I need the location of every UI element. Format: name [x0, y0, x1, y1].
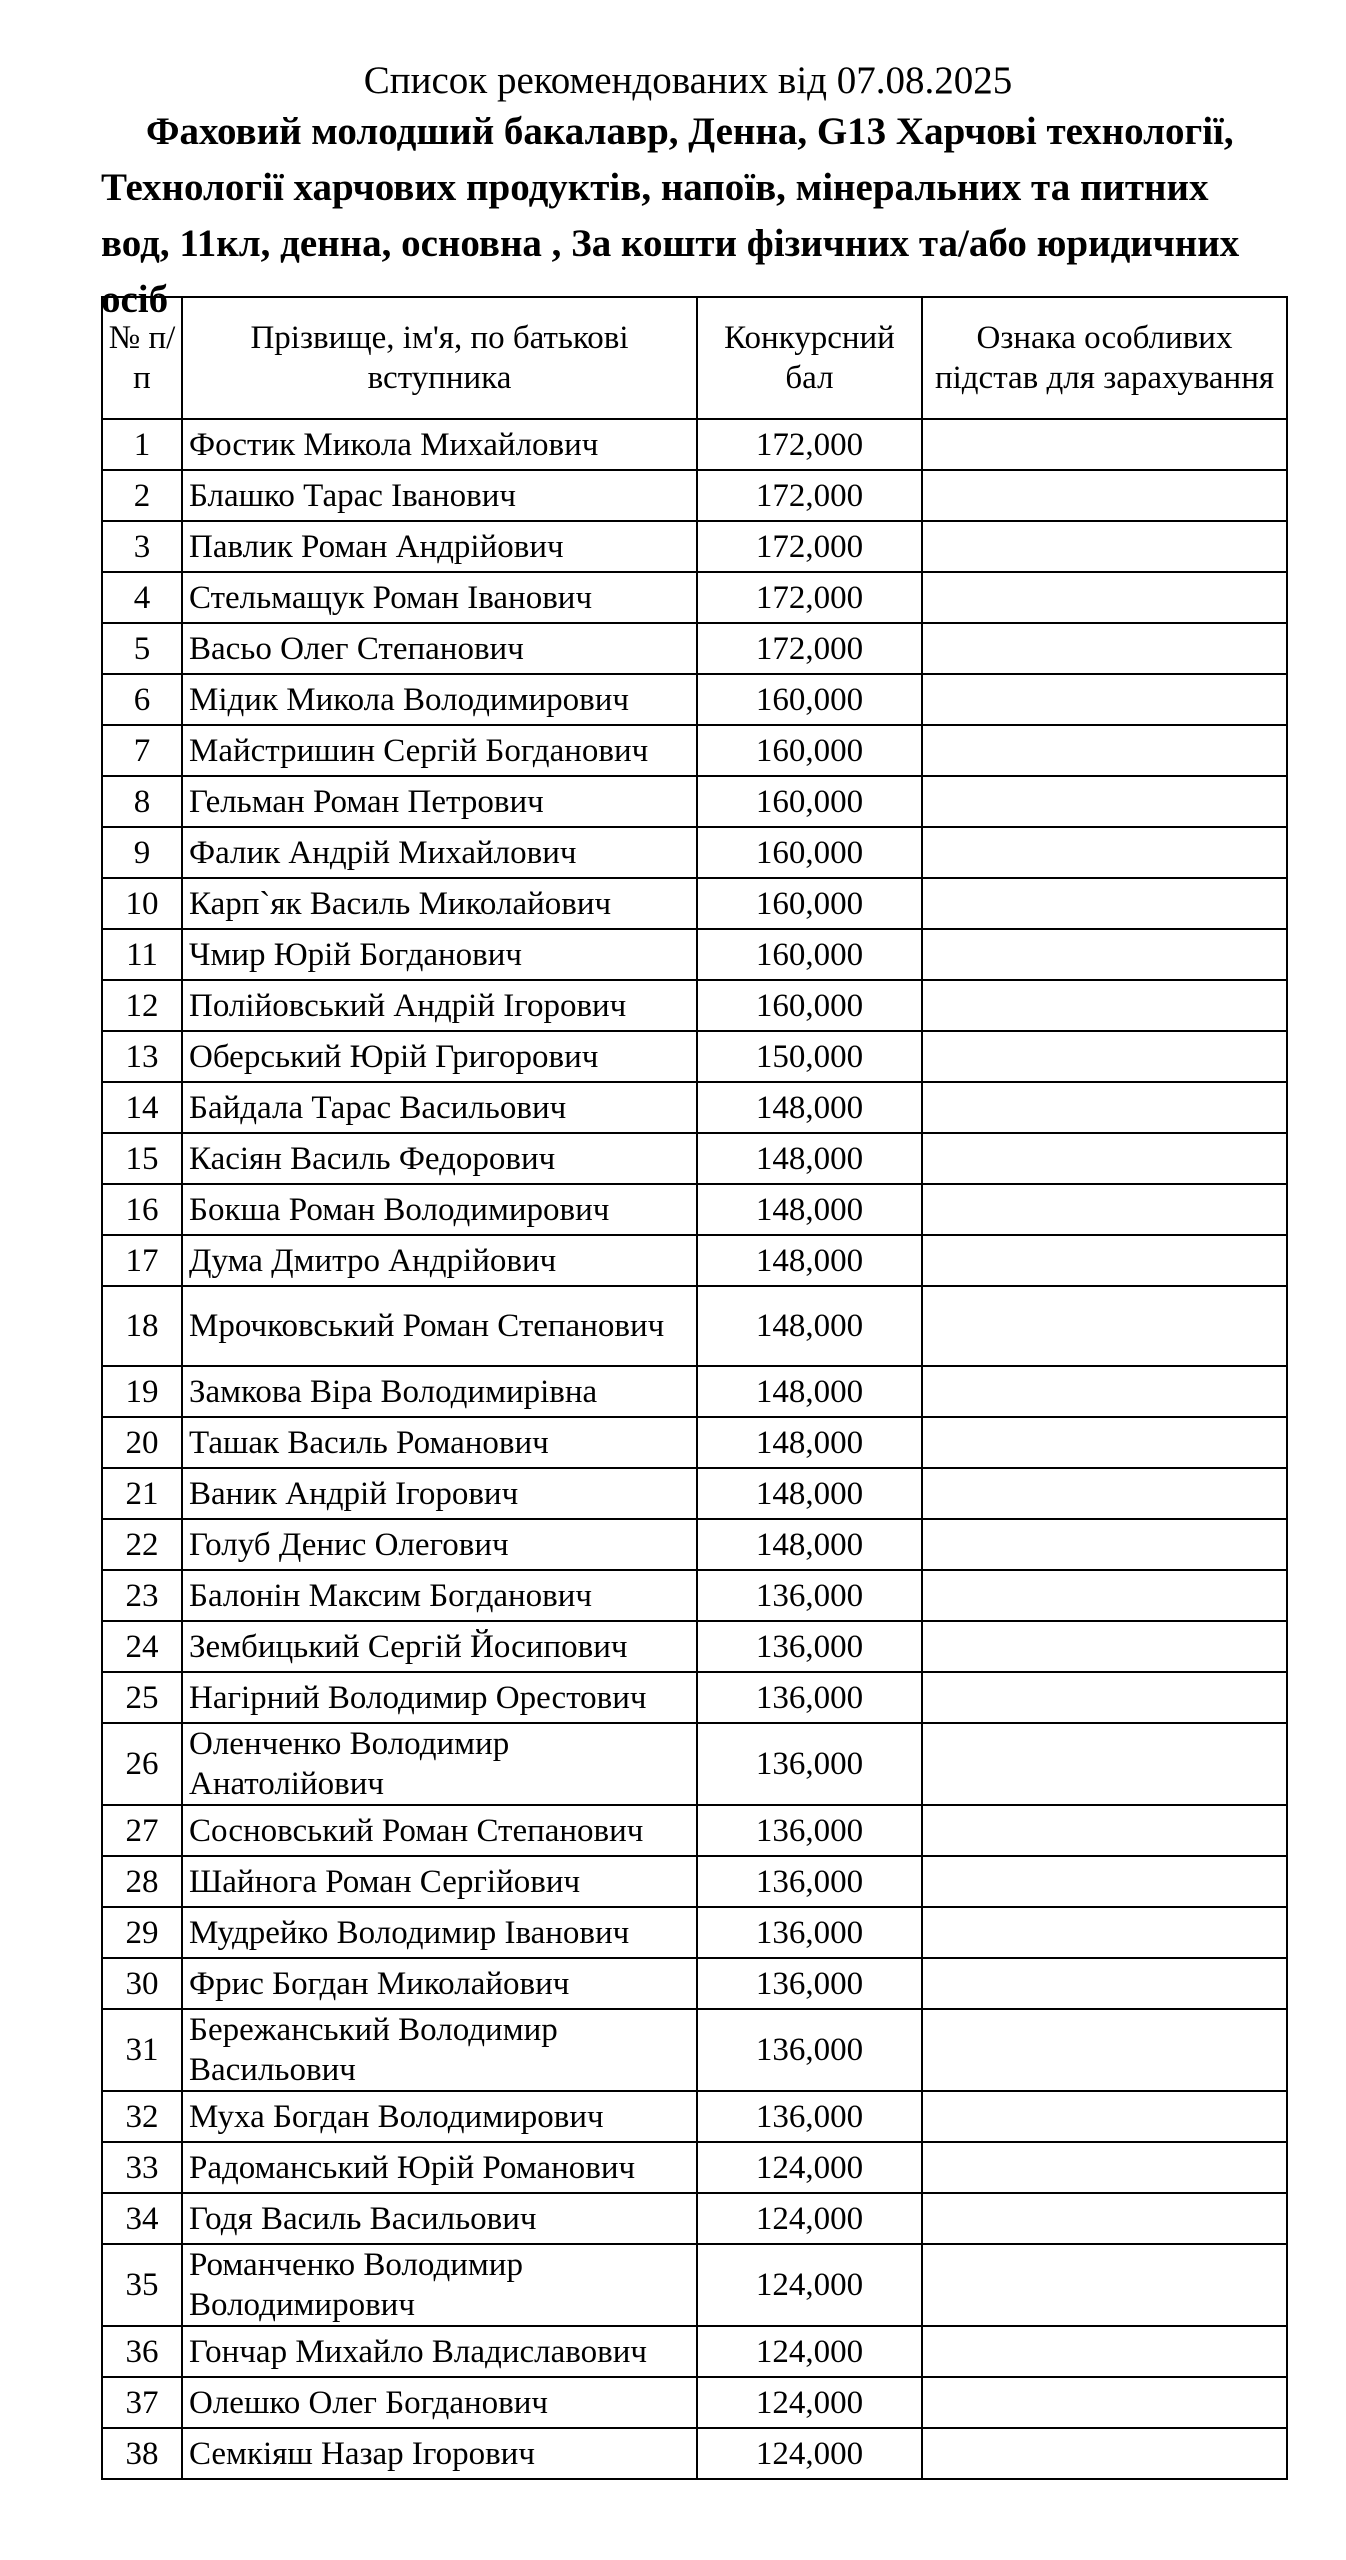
row-name: Дума Дмитро Андрійович — [182, 1235, 697, 1286]
row-number: 11 — [102, 929, 182, 980]
row-score: 148,000 — [697, 1468, 922, 1519]
row-name: Фостик Микола Михайлович — [182, 419, 697, 470]
row-number: 7 — [102, 725, 182, 776]
row-name: Замкова Віра Володимирівна — [182, 1366, 697, 1417]
table-row — [102, 1133, 1287, 1184]
row-name: Ташак Василь Романович — [182, 1417, 697, 1468]
row-name: Годя Василь Васильович — [182, 2193, 697, 2244]
row-score: 136,000 — [697, 1856, 922, 1907]
table-row — [102, 1235, 1287, 1286]
table-row — [102, 1570, 1287, 1621]
row-special — [922, 521, 1287, 572]
row-special — [922, 725, 1287, 776]
row-score: 160,000 — [697, 929, 922, 980]
row-score: 172,000 — [697, 572, 922, 623]
table-row — [102, 878, 1287, 929]
row-score: 160,000 — [697, 776, 922, 827]
row-score: 124,000 — [697, 2428, 922, 2479]
row-special — [922, 2009, 1287, 2091]
row-special — [922, 1621, 1287, 1672]
table-row — [102, 1366, 1287, 1417]
header-score: Конкурсний бал — [697, 297, 922, 419]
table-row — [102, 1723, 1287, 1805]
document-title: Список рекомендованих від 07.08.2025 — [363, 59, 1013, 102]
row-number: 37 — [102, 2377, 182, 2428]
row-name: Мудрейко Володимир Іванович — [182, 1907, 697, 1958]
row-special — [922, 419, 1287, 470]
table-header-row — [102, 297, 1287, 419]
row-number: 31 — [102, 2009, 182, 2091]
row-name: Майстришин Сергій Богданович — [182, 725, 697, 776]
table-row — [102, 674, 1287, 725]
row-special — [922, 2142, 1287, 2193]
table-row — [102, 2091, 1287, 2142]
row-name: Карп`як Василь Миколайович — [182, 878, 697, 929]
table-row — [102, 2428, 1287, 2479]
table-row — [102, 1958, 1287, 2009]
table-row — [102, 776, 1287, 827]
row-number: 34 — [102, 2193, 182, 2244]
row-name: Сосновський Роман Степанович — [182, 1805, 697, 1856]
row-special — [922, 1856, 1287, 1907]
row-number: 2 — [102, 470, 182, 521]
row-number: 10 — [102, 878, 182, 929]
row-number: 14 — [102, 1082, 182, 1133]
row-name: Мідик Микола Володимирович — [182, 674, 697, 725]
row-special — [922, 1417, 1287, 1468]
row-special — [922, 878, 1287, 929]
row-number: 6 — [102, 674, 182, 725]
row-special — [922, 1672, 1287, 1723]
row-score: 136,000 — [697, 2091, 922, 2142]
row-name: Байдала Тарас Васильович — [182, 1082, 697, 1133]
row-number: 22 — [102, 1519, 182, 1570]
row-score: 124,000 — [697, 2377, 922, 2428]
row-score: 160,000 — [697, 980, 922, 1031]
row-number: 3 — [102, 521, 182, 572]
row-score: 172,000 — [697, 521, 922, 572]
table-body — [102, 419, 1287, 2479]
row-special — [922, 674, 1287, 725]
row-score: 136,000 — [697, 2009, 922, 2091]
row-number: 4 — [102, 572, 182, 623]
table-row — [102, 929, 1287, 980]
row-score: 148,000 — [697, 1184, 922, 1235]
row-score: 160,000 — [697, 725, 922, 776]
row-name: Гончар Михайло Владиславович — [182, 2326, 697, 2377]
row-name: Оленченко Володимир Анатолійович — [182, 1723, 697, 1805]
table-row — [102, 1672, 1287, 1723]
row-number: 13 — [102, 1031, 182, 1082]
table-row — [102, 2142, 1287, 2193]
row-number: 18 — [102, 1286, 182, 1366]
row-score: 124,000 — [697, 2326, 922, 2377]
document-subtitle: Фаховий молодший бакалавр, Денна, G13 Харчові технології, Технології харчових продуктів, напоїв, мінеральних та питних вод, 11кл, денна, основна , За кошти фізичних та/або юридичних осіб — [101, 110, 1240, 321]
row-special — [922, 1958, 1287, 2009]
row-score: 172,000 — [697, 623, 922, 674]
row-name: Бокша Роман Володимирович — [182, 1184, 697, 1235]
row-name: Муха Богдан Володимирович — [182, 2091, 697, 2142]
table-row — [102, 572, 1287, 623]
table-row — [102, 1907, 1287, 1958]
row-name: Романченко Володимир Володимирович — [182, 2244, 697, 2326]
row-name: Олешко Олег Богданович — [182, 2377, 697, 2428]
row-special — [922, 1082, 1287, 1133]
row-number: 26 — [102, 1723, 182, 1805]
row-score: 136,000 — [697, 1621, 922, 1672]
row-score: 124,000 — [697, 2244, 922, 2326]
row-score: 136,000 — [697, 1907, 922, 1958]
row-number: 17 — [102, 1235, 182, 1286]
row-number: 15 — [102, 1133, 182, 1184]
row-number: 16 — [102, 1184, 182, 1235]
row-special — [922, 1468, 1287, 1519]
row-number: 38 — [102, 2428, 182, 2479]
row-name: Радоманський Юрій Романович — [182, 2142, 697, 2193]
row-number: 32 — [102, 2091, 182, 2142]
table-row — [102, 1286, 1287, 1366]
table-row — [102, 1184, 1287, 1235]
row-name: Фалик Андрій Михайлович — [182, 827, 697, 878]
row-special — [922, 2377, 1287, 2428]
row-number: 21 — [102, 1468, 182, 1519]
row-special — [922, 2326, 1287, 2377]
table-row — [102, 1519, 1287, 1570]
row-special — [922, 2193, 1287, 2244]
row-score: 136,000 — [697, 1570, 922, 1621]
row-name: Касіян Василь Федорович — [182, 1133, 697, 1184]
applicants-table — [101, 296, 1288, 2480]
table-row — [102, 470, 1287, 521]
table-row — [102, 1621, 1287, 1672]
row-special — [922, 2091, 1287, 2142]
row-name: Полійовський Андрій Ігорович — [182, 980, 697, 1031]
row-score: 148,000 — [697, 1519, 922, 1570]
row-special — [922, 1286, 1287, 1366]
row-number: 23 — [102, 1570, 182, 1621]
table-row — [102, 2377, 1287, 2428]
row-special — [922, 776, 1287, 827]
row-score: 150,000 — [697, 1031, 922, 1082]
row-number: 29 — [102, 1907, 182, 1958]
row-special — [922, 2244, 1287, 2326]
row-score: 172,000 — [697, 419, 922, 470]
row-special — [922, 623, 1287, 674]
row-score: 136,000 — [697, 1723, 922, 1805]
row-number: 12 — [102, 980, 182, 1031]
table-row — [102, 827, 1287, 878]
table-row — [102, 1082, 1287, 1133]
row-special — [922, 1805, 1287, 1856]
row-name: Шайнога Роман Сергійович — [182, 1856, 697, 1907]
row-name: Фрис Богдан Миколайович — [182, 1958, 697, 2009]
row-number: 1 — [102, 419, 182, 470]
row-name: Мрочковський Роман Степанович — [182, 1286, 697, 1366]
row-score: 124,000 — [697, 2142, 922, 2193]
row-name: Оберський Юрій Григорович — [182, 1031, 697, 1082]
row-name: Блашко Тарас Іванович — [182, 470, 697, 521]
row-number: 19 — [102, 1366, 182, 1417]
table-row — [102, 419, 1287, 470]
row-special — [922, 827, 1287, 878]
row-special — [922, 1184, 1287, 1235]
table-row — [102, 980, 1287, 1031]
row-score: 136,000 — [697, 1672, 922, 1723]
row-score: 172,000 — [697, 470, 922, 521]
row-name: Гельман Роман Петрович — [182, 776, 697, 827]
row-special — [922, 470, 1287, 521]
row-number: 28 — [102, 1856, 182, 1907]
row-number: 5 — [102, 623, 182, 674]
row-name: Балонін Максим Богданович — [182, 1570, 697, 1621]
header-special: Ознака особливих підстав для зарахування — [922, 297, 1287, 419]
row-name: Зембицький Сергій Йосипович — [182, 1621, 697, 1672]
row-score: 148,000 — [697, 1133, 922, 1184]
table-row — [102, 521, 1287, 572]
row-special — [922, 1366, 1287, 1417]
row-name: Семкіяш Назар Ігорович — [182, 2428, 697, 2479]
table-row — [102, 1805, 1287, 1856]
row-special — [922, 929, 1287, 980]
table-row — [102, 1856, 1287, 1907]
table-row — [102, 1031, 1287, 1082]
row-special — [922, 980, 1287, 1031]
row-score: 136,000 — [697, 1958, 922, 2009]
row-score: 148,000 — [697, 1417, 922, 1468]
table-row — [102, 1417, 1287, 1468]
row-number: 36 — [102, 2326, 182, 2377]
row-number: 25 — [102, 1672, 182, 1723]
header-name: Прізвище, ім'я, по батькові вступника — [182, 297, 697, 419]
row-score: 160,000 — [697, 674, 922, 725]
row-number: 27 — [102, 1805, 182, 1856]
row-score: 160,000 — [697, 878, 922, 929]
row-score: 148,000 — [697, 1286, 922, 1366]
row-special — [922, 2428, 1287, 2479]
row-score: 148,000 — [697, 1366, 922, 1417]
row-special — [922, 1031, 1287, 1082]
table-row — [102, 2193, 1287, 2244]
row-number: 9 — [102, 827, 182, 878]
row-score: 148,000 — [697, 1082, 922, 1133]
table-row — [102, 725, 1287, 776]
row-score: 136,000 — [697, 1805, 922, 1856]
row-special — [922, 1235, 1287, 1286]
table-row — [102, 2326, 1287, 2377]
row-special — [922, 1723, 1287, 1805]
row-name: Бережанський Володимир Васильович — [182, 2009, 697, 2091]
table-row — [102, 2244, 1287, 2326]
row-number: 20 — [102, 1417, 182, 1468]
table-row — [102, 623, 1287, 674]
row-score: 124,000 — [697, 2193, 922, 2244]
row-number: 24 — [102, 1621, 182, 1672]
row-number: 30 — [102, 1958, 182, 2009]
table-row — [102, 1468, 1287, 1519]
row-name: Васьо Олег Степанович — [182, 623, 697, 674]
header-num: № п/п — [102, 297, 182, 419]
row-name: Голуб Денис Олегович — [182, 1519, 697, 1570]
row-name: Чмир Юрій Богданович — [182, 929, 697, 980]
row-name: Стельмащук Роман Іванович — [182, 572, 697, 623]
row-special — [922, 572, 1287, 623]
row-name: Ваник Андрій Ігорович — [182, 1468, 697, 1519]
row-special — [922, 1570, 1287, 1621]
table-row — [102, 2009, 1287, 2091]
row-number: 8 — [102, 776, 182, 827]
row-score: 148,000 — [697, 1235, 922, 1286]
row-number: 33 — [102, 2142, 182, 2193]
row-name: Нагірний Володимир Орестович — [182, 1672, 697, 1723]
row-number: 35 — [102, 2244, 182, 2326]
row-score: 160,000 — [697, 827, 922, 878]
row-special — [922, 1133, 1287, 1184]
row-name: Павлик Роман Андрійович — [182, 521, 697, 572]
row-special — [922, 1907, 1287, 1958]
row-special — [922, 1519, 1287, 1570]
